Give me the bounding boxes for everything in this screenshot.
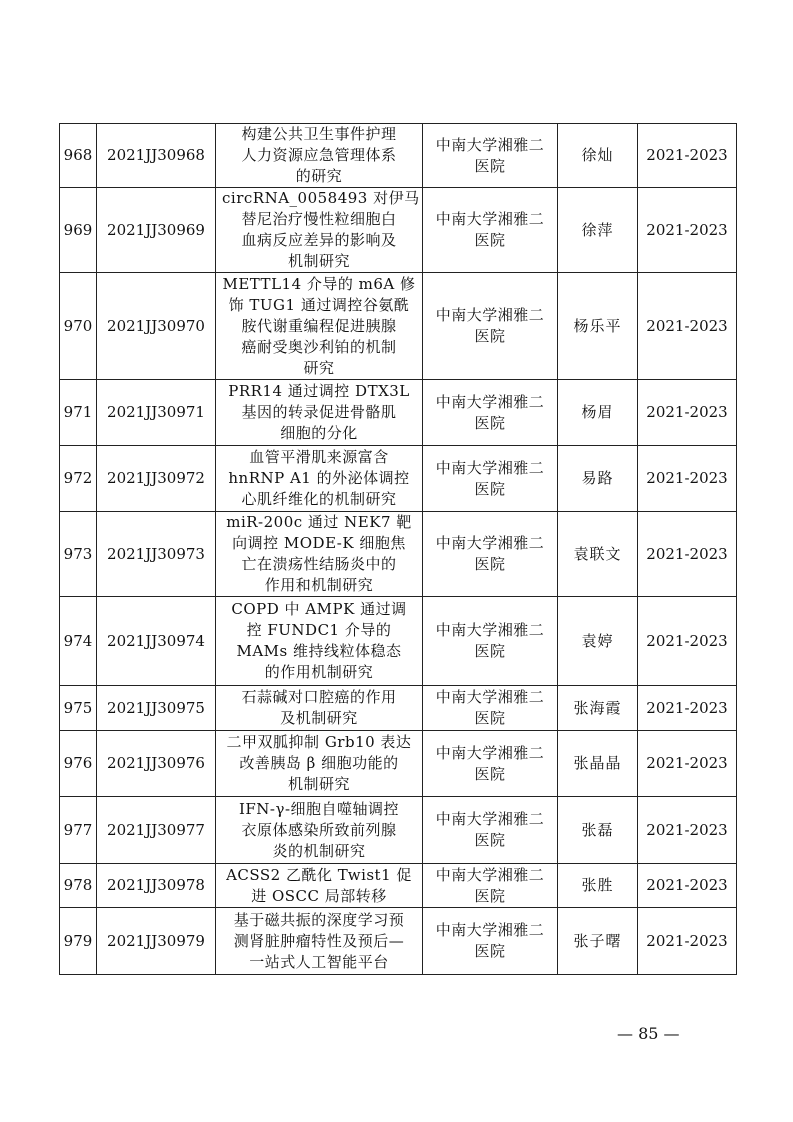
row-seq-number: 979 bbox=[60, 908, 97, 975]
project-title-line: 控 FUNDC1 介导的 bbox=[246, 621, 392, 639]
project-title-line: 测肾脏肿瘤特性及预后— bbox=[233, 931, 405, 950]
project-table bbox=[59, 123, 737, 975]
row-project-code: 2021JJ30977 bbox=[97, 797, 216, 864]
table-body bbox=[60, 124, 737, 975]
row-seq-number: 975 bbox=[60, 686, 97, 731]
row-institution: 中南大学湘雅二医院 bbox=[423, 380, 558, 446]
project-title-line: 替尼治疗慢性粒细胞白 bbox=[241, 210, 397, 228]
row-project-title bbox=[216, 731, 423, 797]
row-project-code: 2021JJ30974 bbox=[97, 597, 216, 686]
row-project-leader: 张海霞 bbox=[558, 686, 638, 731]
table-row bbox=[60, 864, 737, 908]
row-project-title bbox=[216, 512, 423, 597]
row-project-period: 2021-2023 bbox=[638, 597, 737, 686]
row-project-code: 2021JJ30969 bbox=[97, 188, 216, 273]
row-project-period: 2021-2023 bbox=[638, 864, 737, 908]
row-project-leader: 易路 bbox=[558, 446, 638, 512]
row-project-leader: 张磊 bbox=[558, 797, 638, 864]
project-title-line: 胺代谢重编程促进胰腺 bbox=[241, 316, 397, 335]
project-title-line: 石蒜碱对口腔癌的作用 bbox=[241, 688, 397, 706]
project-title-line: ACSS2 乙酰化 Twist1 促 bbox=[226, 865, 412, 884]
project-title-line: 饰 TUG1 通过调控谷氨酰 bbox=[228, 295, 410, 314]
row-institution: 中南大学湘雅二医院 bbox=[423, 124, 558, 188]
row-institution: 中南大学湘雅二医院 bbox=[423, 797, 558, 864]
project-title-line: 血病反应差异的影响及 bbox=[241, 231, 397, 249]
row-seq-number: 976 bbox=[60, 731, 97, 797]
row-project-title bbox=[216, 446, 423, 512]
table-row bbox=[60, 188, 737, 273]
project-title-line: miR-200c 通过 NEK7 靶 bbox=[226, 513, 412, 531]
project-title-line: circRNA_0058493 对伊马 bbox=[222, 189, 420, 207]
row-project-title bbox=[216, 188, 423, 273]
table-row bbox=[60, 908, 737, 975]
row-institution: 中南大学湘雅二医院 bbox=[423, 731, 558, 797]
project-title-line: 向调控 MODE-K 细胞焦 bbox=[232, 534, 406, 552]
row-institution: 中南大学湘雅二医院 bbox=[423, 512, 558, 597]
project-title-line: 构建公共卫生事件护理 bbox=[241, 125, 397, 143]
row-project-leader: 杨乐平 bbox=[558, 273, 638, 380]
table-row bbox=[60, 731, 737, 797]
row-project-leader: 徐萍 bbox=[558, 188, 638, 273]
project-title-line: 的作用机制研究 bbox=[264, 663, 374, 681]
table-row bbox=[60, 380, 737, 446]
project-title-line: 癌耐受奥沙利铂的机制 bbox=[241, 337, 397, 356]
project-title-line: COPD 中 AMPK 通过调 bbox=[231, 600, 407, 618]
row-project-title bbox=[216, 124, 423, 188]
row-project-title bbox=[216, 686, 423, 731]
row-project-period: 2021-2023 bbox=[638, 273, 737, 380]
table-row bbox=[60, 124, 737, 188]
row-project-period: 2021-2023 bbox=[638, 124, 737, 188]
row-project-title bbox=[216, 597, 423, 686]
project-title-line: 衣原体感染所致前列腺 bbox=[241, 820, 397, 839]
row-project-code: 2021JJ30971 bbox=[97, 380, 216, 446]
project-title-line: 机制研究 bbox=[287, 252, 350, 270]
project-title-line: 一站式人工智能平台 bbox=[249, 952, 389, 971]
row-project-code: 2021JJ30970 bbox=[97, 273, 216, 380]
table-row bbox=[60, 597, 737, 686]
table-row bbox=[60, 512, 737, 597]
project-title-line: 作用和机制研究 bbox=[264, 576, 374, 594]
row-institution: 中南大学湘雅二医院 bbox=[423, 188, 558, 273]
row-project-leader: 张子曙 bbox=[558, 908, 638, 975]
row-project-period: 2021-2023 bbox=[638, 512, 737, 597]
project-title-line: 研究 bbox=[303, 358, 335, 377]
project-title-line: PRR14 通过调控 DTX3L bbox=[228, 382, 410, 400]
project-title-line: 基于磁共振的深度学习预 bbox=[233, 910, 405, 929]
row-project-code: 2021JJ30968 bbox=[97, 124, 216, 188]
row-project-code: 2021JJ30979 bbox=[97, 908, 216, 975]
project-title-line: 基因的转录促进骨骼肌 bbox=[241, 403, 397, 421]
project-title-line: 进 OSCC 局部转移 bbox=[251, 886, 387, 905]
project-title-line: 人力资源应急管理体系 bbox=[241, 146, 397, 164]
row-institution: 中南大学湘雅二医院 bbox=[423, 273, 558, 380]
row-seq-number: 977 bbox=[60, 797, 97, 864]
table-row bbox=[60, 273, 737, 380]
row-seq-number: 970 bbox=[60, 273, 97, 380]
row-seq-number: 968 bbox=[60, 124, 97, 188]
project-title-line: 心肌纤维化的机制研究 bbox=[241, 490, 397, 508]
row-project-title bbox=[216, 273, 423, 380]
row-project-title bbox=[216, 908, 423, 975]
row-institution: 中南大学湘雅二医院 bbox=[423, 908, 558, 975]
project-title-line: 亡在溃疡性结肠炎中的 bbox=[241, 555, 397, 573]
project-title-line: 二甲双胍抑制 Grb10 表达 bbox=[226, 733, 412, 751]
row-seq-number: 978 bbox=[60, 864, 97, 908]
project-title-line: 改善胰岛 β 细胞功能的 bbox=[239, 754, 399, 772]
row-seq-number: 971 bbox=[60, 380, 97, 446]
row-project-code: 2021JJ30975 bbox=[97, 686, 216, 731]
project-title-line: METTL14 介导的 m6A 修 bbox=[222, 274, 416, 293]
row-project-period: 2021-2023 bbox=[638, 908, 737, 975]
project-title-line: 机制研究 bbox=[287, 775, 350, 793]
row-project-period: 2021-2023 bbox=[638, 686, 737, 731]
row-institution: 中南大学湘雅二医院 bbox=[423, 686, 558, 731]
project-title-line: 炎的机制研究 bbox=[272, 841, 366, 860]
row-project-period: 2021-2023 bbox=[638, 188, 737, 273]
row-project-leader: 徐灿 bbox=[558, 124, 638, 188]
row-project-title bbox=[216, 797, 423, 864]
row-project-leader: 张晶晶 bbox=[558, 731, 638, 797]
project-title-line: MAMs 维持线粒体稳态 bbox=[236, 642, 402, 660]
row-seq-number: 973 bbox=[60, 512, 97, 597]
row-project-period: 2021-2023 bbox=[638, 446, 737, 512]
row-seq-number: 972 bbox=[60, 446, 97, 512]
row-project-period: 2021-2023 bbox=[638, 797, 737, 864]
project-title-line: 细胞的分化 bbox=[280, 424, 358, 442]
project-title-line: hnRNP A1 的外泌体调控 bbox=[228, 469, 410, 487]
project-title-line: IFN-γ-细胞自噬轴调控 bbox=[238, 799, 400, 818]
table-row bbox=[60, 446, 737, 512]
row-project-leader: 袁联文 bbox=[558, 512, 638, 597]
row-institution: 中南大学湘雅二医院 bbox=[423, 597, 558, 686]
row-project-title bbox=[216, 864, 423, 908]
row-project-code: 2021JJ30973 bbox=[97, 512, 216, 597]
project-title-line: 血管平滑肌来源富含 bbox=[249, 448, 389, 466]
table-row bbox=[60, 797, 737, 864]
row-project-leader: 张胜 bbox=[558, 864, 638, 908]
row-project-code: 2021JJ30976 bbox=[97, 731, 216, 797]
table-row bbox=[60, 686, 737, 731]
row-project-period: 2021-2023 bbox=[638, 380, 737, 446]
row-seq-number: 974 bbox=[60, 597, 97, 686]
row-seq-number: 969 bbox=[60, 188, 97, 273]
row-institution: 中南大学湘雅二医院 bbox=[423, 864, 558, 908]
row-project-code: 2021JJ30972 bbox=[97, 446, 216, 512]
row-project-code: 2021JJ30978 bbox=[97, 864, 216, 908]
row-institution: 中南大学湘雅二医院 bbox=[423, 446, 558, 512]
row-project-title bbox=[216, 380, 423, 446]
project-title-line: 的研究 bbox=[295, 167, 343, 185]
row-project-period: 2021-2023 bbox=[638, 731, 737, 797]
page-number: — 85 — bbox=[617, 1024, 680, 1043]
row-project-leader: 袁婷 bbox=[558, 597, 638, 686]
project-title-line: 及机制研究 bbox=[280, 709, 358, 727]
row-project-leader: 杨眉 bbox=[558, 380, 638, 446]
